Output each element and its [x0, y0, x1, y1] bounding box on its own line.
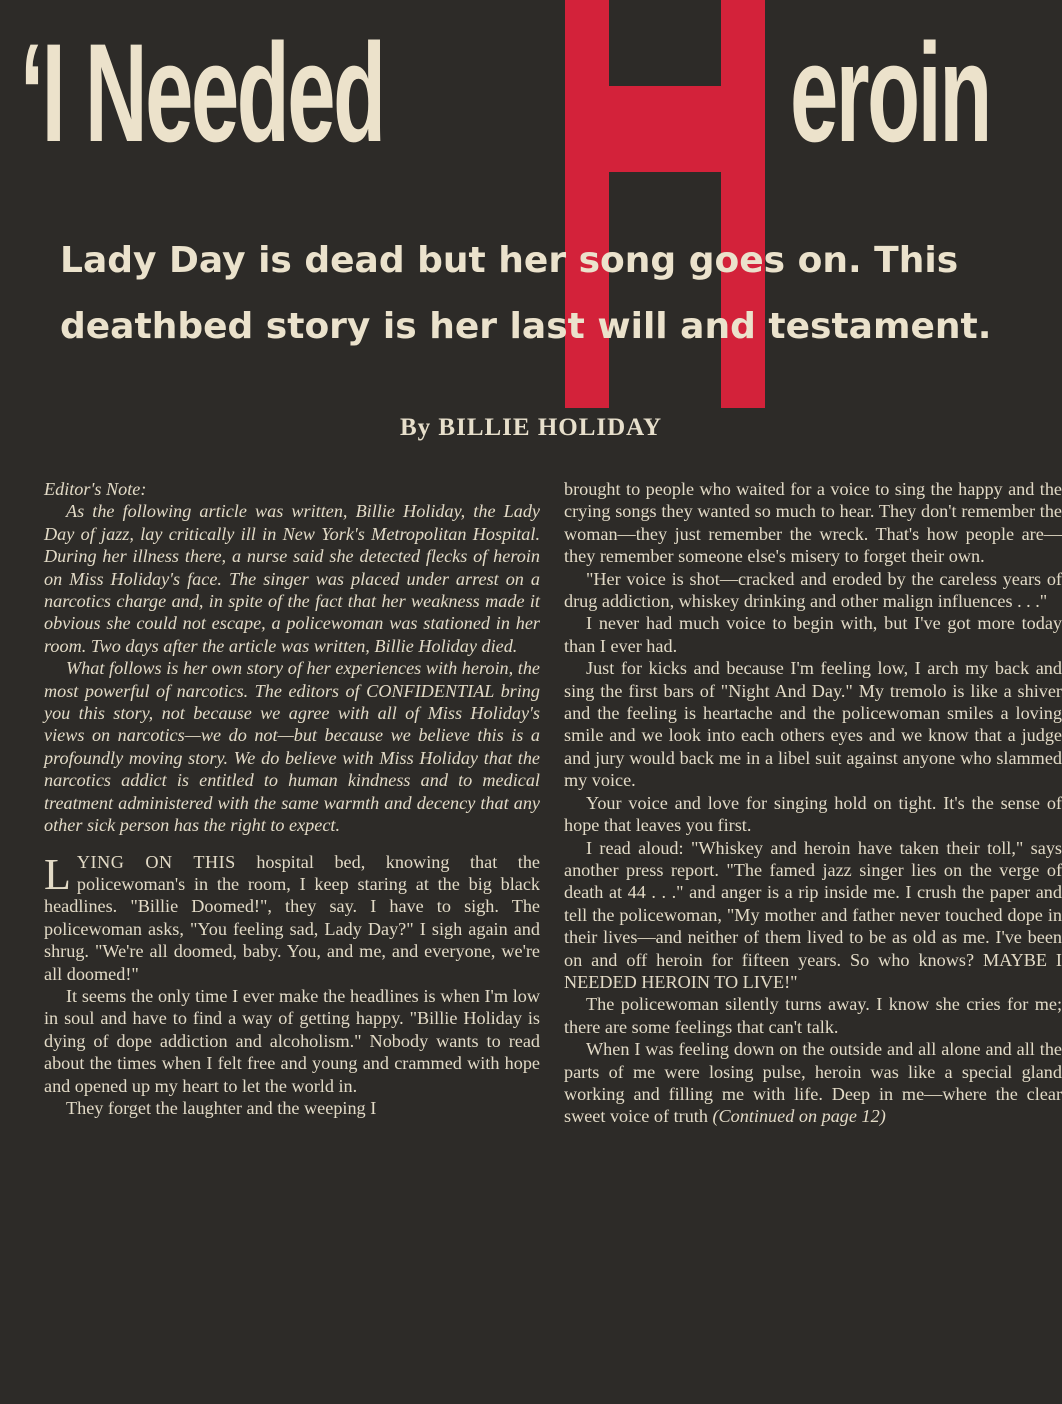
story-paragraph: "Her voice is shot—cracked and eroded by the careless years of drug addiction, whiskey drinking and other malign influences . . ." [564, 568, 1062, 612]
story-paragraph: The policewoman silently turns away. I know she cries for me; there are some feelings that can't talk. [564, 994, 1062, 1037]
story-paragraph: It seems the only time I ever make the headlines is when I'm low in soul and have to find a way of getting happy. "Billie Holiday is dying of dope addiction and alcoholism." Nobody wants to read about the times when I felt free and young and crammed with hope and opened up my heart to let the world in. [44, 985, 540, 1096]
story-continuation: brought to people who waited for a voice to sing the happy and the crying songs they wanted so much to hear. They don't remember the woman—they just remember the wreck. That's how people are—they remember someone else's misery to forget their own. [564, 479, 1062, 567]
editors-note-paragraph: As the following article was written, Billie Holiday, the Lady Day of jazz, lay critically ill in New York's Metropolitan Hospital. During her illness there, a nurse said she detected flecks of heroin on Miss Holiday's face. The singer was placed under arrest on a narcotics charge and, in spite of the fact that her weakness made it obvious she could not escape, a policewoman was stationed in her room. Two days after the article was written, Billie Holiday died. [44, 501, 540, 656]
deck [60, 228, 1062, 360]
right-column [564, 478, 1062, 1128]
story-start [44, 851, 540, 1120]
first-paragraph-text: hospital bed, knowing that the policewoman's in the room, I keep staring at the big black headlines. "Billie Doomed!", they say. I have to sigh. The policewoman asks, "You feeling sad, Lady Day?" I sigh again and shrug. "We're all doomed, baby. You, and me, and everyone, we're all doomed!" [44, 851, 540, 984]
story-paragraph: Just for kicks and because I'm feeling low, I arch my back and sing the first bars of "Night And Day." My tremolo is like a shiver and the feeling is heartache and the policewoman smiles a loving smile and we look into each others eyes and we know that a judge and jury would back me in a libel suit against anyone who slammed my voice. [564, 658, 1062, 791]
lead-in: YING ON THIS [76, 851, 236, 872]
story-last-paragraph [564, 1038, 1062, 1128]
editors-note [44, 478, 540, 837]
last-paragraph-text: When I was feeling down on the outside and all alone and all the parts of me were losing pulse, heroin was like a special gland working and filling me with life. Deep in me—where the clear sweet voice of truth [564, 1039, 1062, 1127]
deck-line-1: Lady Day is dead but her song goes on. This [60, 240, 959, 281]
byline: By BILLIE HOLIDAY [400, 414, 662, 441]
editors-note-label: Editor's Note: [44, 479, 147, 499]
story-first-paragraph [44, 851, 540, 985]
left-column [44, 478, 540, 1119]
editors-note-paragraph: What follows is her own story of her experiences with heroin, the most powerful of narcotics. The editors of CONFIDENTIAL bring you this story, not because we agree with all of Miss Holiday's views on narcotics—we do not—but because we believe this is a profoundly moving story. We do believe with Miss Holiday that the narcotics addict is entitled to human kindness and to medical treatment administered with the same warmth and decency that any other sick person has the right to expect. [44, 658, 540, 836]
headline-left: ‘I Needed [20, 14, 384, 171]
story-paragraph: I never had much voice to begin with, but I've got more today than I ever had. [564, 613, 1062, 656]
story-paragraph: They forget the laughter and the weeping I [66, 1097, 377, 1118]
story-paragraph: Your voice and love for singing hold on tight. It's the sense of hope that leaves you first. [564, 792, 1062, 836]
drop-cap: L [44, 849, 71, 899]
deck-line-2: deathbed story is her last will and testament. [60, 306, 992, 347]
headline-right: eroin [790, 14, 990, 171]
continued-note: (Continued on page 12) [712, 1106, 886, 1127]
story-paragraph: I read aloud: "Whiskey and heroin have taken their toll," says another press report. "The famed jazz singer lies on the verge of death at 44 . . ." and anger is a rip inside me. I crush the paper and tell the policewoman, "My mother and father never touched dope in their lives—and neither of them lived to be as old as me. I've been on and off heroin for fifteen years. So who knows? MAYBE I NEEDED HEROIN TO LIVE!" [564, 837, 1062, 992]
